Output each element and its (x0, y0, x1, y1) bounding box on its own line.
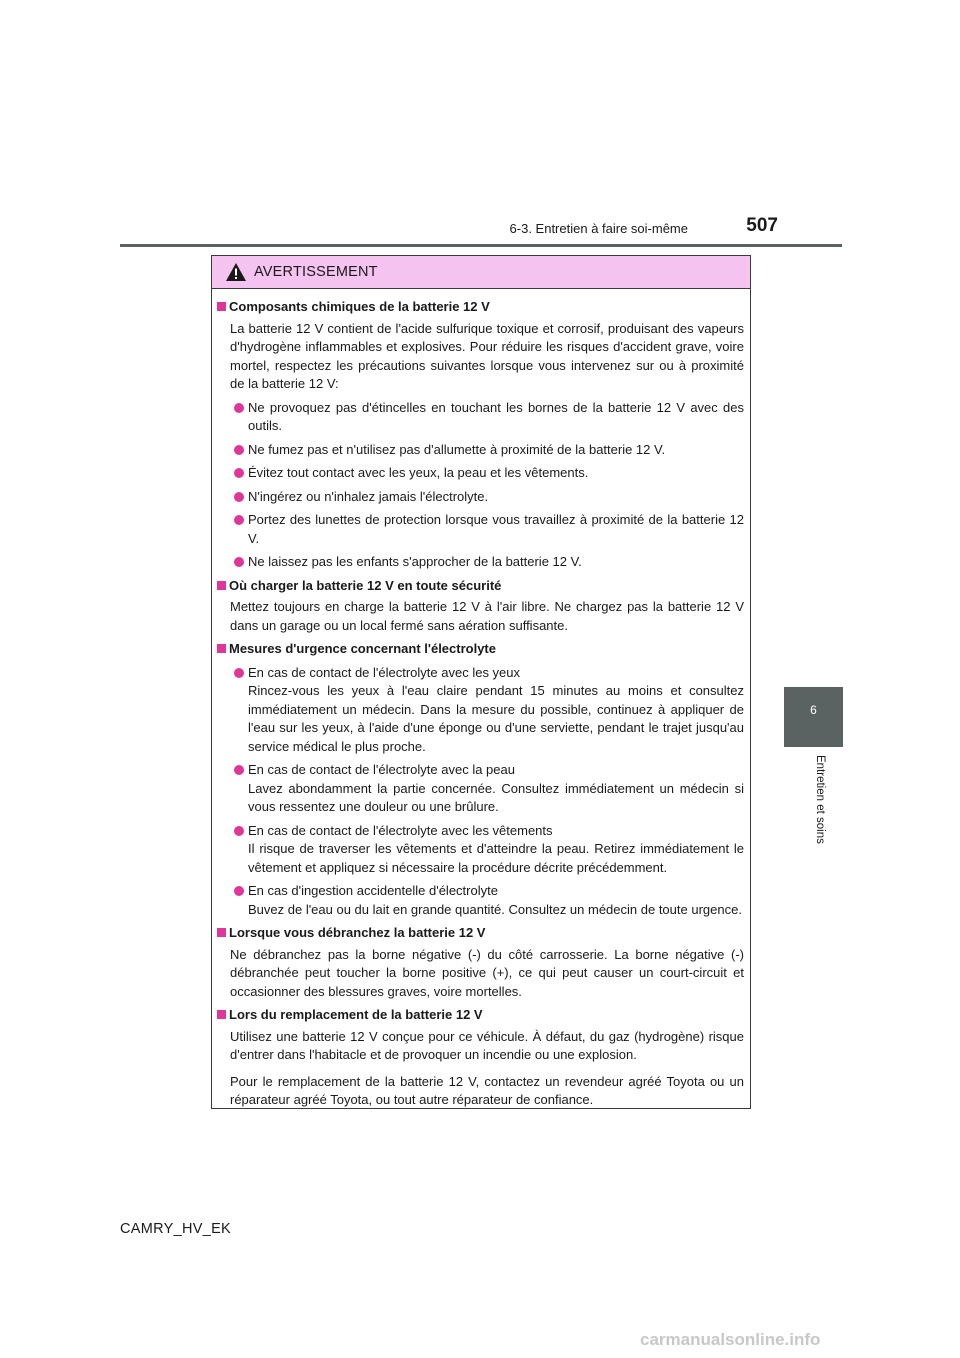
warning-box (211, 255, 751, 1109)
round-bullet-icon (234, 445, 244, 455)
list-item (217, 822, 744, 878)
list-item (217, 664, 744, 757)
list-item (217, 553, 744, 572)
list-item-text: Lavez abondamment la partie concernée. Consultez immédiatement un médecin si vous ressentez une douleur ou une brûlure. (248, 780, 744, 814)
list-item (217, 399, 744, 436)
section-heading-text: Lorsque vous débranchez la batterie 12 V (229, 925, 486, 940)
list-item-text: En cas de contact de l'électrolyte avec les vêtements (248, 822, 553, 838)
watermark: carmanualsonline.info (640, 1330, 821, 1349)
section-heading-text: Mesures d'urgence concernant l'électrolyte (229, 641, 496, 656)
section-heading-text: Lors du remplacement de la batterie 12 V (229, 1007, 483, 1022)
square-bullet-icon (217, 1010, 226, 1019)
chapter-number: 6 (810, 703, 817, 717)
list-item-text: En cas de contact de l'électrolyte avec la peau (248, 762, 515, 777)
paragraph: Ne débranchez pas la borne négative (-) du côté carrosserie. La borne négative (-) débranchée peut toucher la borne positive (+), ce qui peut causer un court-circuit et occasionner des blessures graves, voire mortelles. (230, 946, 744, 999)
round-bullet-icon (234, 403, 244, 413)
section-title: 6-3. Entretien à faire soi-même (509, 221, 688, 236)
list-item-text: Buvez de l'eau ou du lait en grande quantité. Consultez un médecin de toute urgence. (248, 901, 742, 917)
round-bullet-icon (234, 557, 244, 567)
round-bullet-icon (234, 515, 244, 525)
paragraph: Pour le remplacement de la batterie 12 V, contactez un revendeur agréé Toyota ou un réparateur agréé Toyota, ou tout autre réparateur de confiance. (230, 1073, 744, 1107)
list-item-text: N'ingérez ou n'inhalez jamais l'électrolyte. (248, 488, 489, 504)
chapter-tab[interactable] (784, 687, 843, 747)
list-item-text: Ne provoquez pas d'étincelles en touchant les bornes de la batterie 12 V avec des outils. (248, 399, 744, 433)
list-item-text: Ne fumez pas et n'utilisez pas d'allumette à proximité de la batterie 12 V. (248, 441, 666, 457)
section-heading (217, 1006, 744, 1025)
round-bullet-icon (234, 668, 244, 678)
square-bullet-icon (217, 302, 226, 311)
section-heading (217, 577, 744, 596)
list-item (217, 511, 744, 548)
warning-triangle-icon (225, 262, 247, 282)
square-bullet-icon (217, 644, 226, 653)
model-code: CAMRY_HV_EK (120, 1221, 232, 1237)
list-item-text: Rincez-vous les yeux à l'eau claire pendant 15 minutes au moins et consultez immédiatement un médecin. Dans la mesure du possible, continuez à appliquer de l'eau sur les yeux, à l'aide d'une éponge ou d'une serviette, pendant le trajet jusqu'au service médical le plus proche. (248, 683, 744, 754)
warning-body (212, 289, 750, 1110)
warning-header (212, 256, 750, 289)
section-heading (217, 640, 744, 659)
round-bullet-icon (234, 886, 244, 896)
list-item (217, 488, 744, 507)
warning-title: AVERTISSEMENT (254, 264, 378, 280)
section-heading-text: Composants chimiques de la batterie 12 V (229, 299, 490, 314)
list-item (217, 882, 744, 919)
paragraph: Mettez toujours en charge la batterie 12 V à l'air libre. Ne chargez pas la batterie 12 V dans un garage ou un local fermé sans aération suffisante. (230, 599, 744, 633)
header-divider (120, 244, 842, 247)
list-item (217, 441, 744, 460)
round-bullet-icon (234, 826, 244, 836)
round-bullet-icon (234, 492, 244, 502)
list-item-text: En cas d'ingestion accidentelle d'électrolyte (248, 883, 498, 898)
list-item-text: En cas de contact de l'électrolyte avec les yeux (248, 664, 521, 680)
paragraph: Utilisez une batterie 12 V conçue pour ce véhicule. À défaut, du gaz (hydrogène) risque d'entrer dans l'habitacle et de provoquer un incendie ou une explosion. (230, 1028, 744, 1062)
list-item-text: Il risque de traverser les vêtements et d'atteindre la peau. Retirez immédiatement le vêtement et appliquez si nécessaire la procédure décrite précédemment. (248, 841, 744, 875)
list-item-text: Évitez tout contact avec les yeux, la peau et les vêtements. (248, 465, 589, 480)
section-heading (217, 298, 744, 317)
section-heading-text: Où charger la batterie 12 V en toute sécurité (229, 577, 502, 593)
square-bullet-icon (217, 581, 226, 590)
section-heading (217, 924, 744, 943)
list-item (217, 761, 744, 817)
chapter-title: Entretien et soins (814, 755, 826, 844)
round-bullet-icon (234, 765, 244, 775)
page-number: 507 (746, 215, 778, 236)
paragraph: La batterie 12 V contient de l'acide sulfurique toxique et corrosif, produisant des vapeurs d'hydrogène inflammables et explosives. Pour réduire les risques d'accident grave, voire mortel, respectez les précautions suivantes lorsque vous intervenez sur ou à proximité de la batterie 12 V: (230, 320, 744, 391)
square-bullet-icon (217, 928, 226, 937)
list-item-text: Ne laissez pas les enfants s'approcher de la batterie 12 V. (248, 554, 582, 569)
round-bullet-icon (234, 468, 244, 478)
list-item (217, 464, 744, 483)
list-item-text: Portez des lunettes de protection lorsque vous travaillez à proximité de la batterie 12 V. (248, 512, 744, 546)
